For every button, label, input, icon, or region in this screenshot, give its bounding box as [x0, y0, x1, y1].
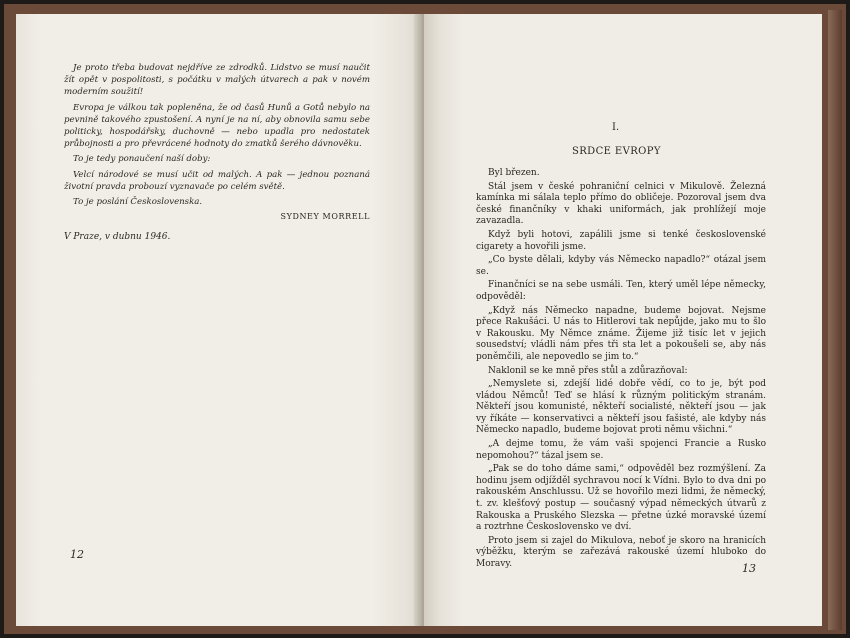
body-paragraph: „A dejme tomu, že vám vaši spojenci Francie a Rusko nepomohou?“ tázal jsem se. — [476, 439, 766, 461]
body-paragraph: „Co byste dělali, kdyby vás Německo napadlo?“ otázal jsem se. — [476, 255, 766, 277]
preface-paragraph: To je tedy ponaučení naší doby: — [73, 154, 211, 165]
preface-paragraph: Velcí národové se musí učit od malých. A pak — jednou poznaná životní pravda probouzí vyznavače po celém světě. — [64, 169, 370, 192]
chapter-text — [476, 168, 766, 573]
preface-text — [64, 62, 370, 244]
preface-paragraph: Je proto třeba budovat nejdříve ze zdrodků. Lidstvo se musí naučit žít opět v pospolitosti, s počátku v malých útvarech a pak v novém moderním soužití! — [64, 63, 370, 98]
preface-paragraph: To je poslání Československa. — [73, 197, 203, 208]
body-paragraph: „Když nás Německo napadne, budeme bojovat. Nejsme přece Rakušáci. U nás to Hitlerovi tak nepůjde, jako mu to šlo v Rakousku. My Němce známe. Žijeme již tisíc let v jejich sousedství; vládli nám přes tři sta let a pokoušeli se, aby nás poněmčili, ale nepovedlo se jim to.“ — [476, 305, 766, 362]
chapter-title: SRDCE EVROPY — [572, 146, 661, 157]
body-paragraph: Stál jsem v české pohraniční celnici v Mikulově. Železná kamínka mi sálala teplo přímo do obličeje. Pozoroval jsem dva české finančníky v khaki uniformách, jak prohlížejí moje zavazadla. — [476, 181, 766, 227]
preface-paragraph: Evropa je válkou tak popleněna, že od časů Hunů a Gotů nebylo na pevnině takového zpustošení. A nyní je na ní, aby obnovila samu sebe politicky, hospodářsky, duchovně — nebo upadla pro nedostatek průbojnosti a pro převrácené hodnoty do zmatků šerého dávnověku. — [64, 102, 370, 150]
body-paragraph: „Nemyslete si, zdejší lidé dobře vědí, co to je, být pod vládou Němců! Teď se hlásí k různým politickým stranám. Někteří jsou komunisté, někteří socialisté, někteří jsou — jak vy říkáte — konservativci a někteří jsou fašisté, ale kdyby nás Německo napadlo, budeme bojovat proti němu všichni.“ — [476, 379, 766, 436]
page-number-left: 12 — [70, 548, 84, 561]
body-paragraph: Byl březen. — [488, 168, 540, 178]
body-paragraph: Finančníci se na sebe usmáli. Ten, který uměl lépe německy, odpověděl: — [476, 280, 766, 302]
place-date: V Praze, v dubnu 1946. — [64, 232, 171, 243]
page-number-right: 13 — [742, 562, 756, 575]
body-paragraph: Proto jsem si zajel do Mikulova, neboť je skoro na hranicích výběžku, kterým se zařezává rakouské území hluboko do Moravy. — [476, 535, 766, 569]
chapter-number: I. — [612, 122, 620, 133]
page-edge — [828, 10, 842, 630]
body-paragraph: Když byli hotovi, zapálili jsme si tenké československé cigarety a hovořili jsme. — [476, 229, 766, 252]
body-paragraph: Naklonil se ke mně přes stůl a zdůrazňoval: — [488, 365, 688, 376]
author-signature: SYDNEY MORRELL — [280, 212, 370, 222]
body-paragraph: „Pak se do toho dáme sami,“ odpověděl bez rozmýšlení. Za hodinu jsem odjížděl sychravou nocí k Vídni. Bylo to dva dni po rakouském Anschlussu. Už se hovořilo mezi lidmi, že německý, t. zv. klešťový postup — současný výpad německých útvarů z Rakouska a Pruského Slezska — přetne úzké moravské území a roztrhne Československo ve dví. — [476, 464, 766, 533]
